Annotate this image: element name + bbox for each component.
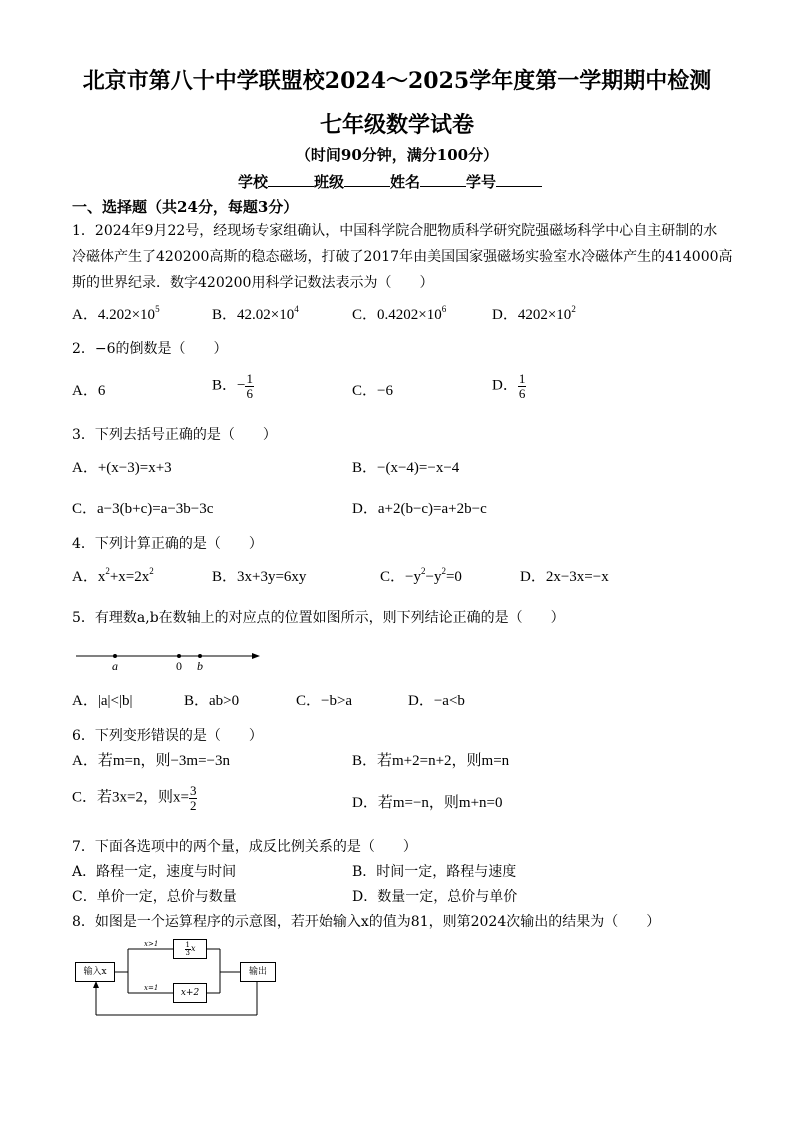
cond-bottom-label: x=1 bbox=[144, 984, 159, 992]
field-school: 学校 bbox=[238, 173, 269, 191]
q2-option-d[interactable]: D． $\frac{1}{6}$ bbox=[492, 371, 526, 401]
divide-box: $\frac{1}{3}$ x bbox=[173, 939, 207, 959]
student-info-line bbox=[238, 174, 542, 190]
q4-option-b[interactable]: B．3x+3y=6xy bbox=[212, 569, 307, 585]
q7-option-c[interactable]: C．单价一定，总价与数量 bbox=[72, 889, 237, 905]
q3-stem: 3．下列去括号正确的是（ ） bbox=[72, 427, 277, 443]
class-blank[interactable] bbox=[344, 174, 390, 187]
q7-option-b[interactable]: B．时间一定，路程与速度 bbox=[352, 864, 517, 880]
school-blank[interactable] bbox=[268, 174, 314, 187]
field-id: 学号 bbox=[466, 173, 497, 191]
time-info: （时间90分钟，满分100分） bbox=[295, 146, 499, 164]
q2-stem: 2．−6的倒数是（ ） bbox=[72, 341, 228, 357]
label-a: a bbox=[112, 659, 118, 673]
q5-option-a[interactable]: A．|a|<|b| bbox=[72, 693, 133, 709]
q1-line3: 斯的世界纪录．数字420200用科学记数法表示为（ ） bbox=[72, 275, 434, 291]
q8-stem: 8．如图是一个运算程序的示意图，若开始输入x的值为81，则第2024次输出的结果为（ ） bbox=[72, 914, 661, 930]
q1-option-c[interactable]: C．$0.4202\times 10^6$ bbox=[352, 304, 447, 323]
q1-line2: 冷磁体产生了420200高斯的稳态磁场，打破了2017年由美国国家强磁场实验室水冷磁体产生的414000高 bbox=[72, 249, 733, 265]
q7-stem: 7．下面各选项中的两个量，成反比例关系的是（ ） bbox=[72, 839, 417, 855]
q6-option-c[interactable]: C．若3x=2，则x= $\frac{3}{2}$ bbox=[72, 783, 197, 813]
q6-stem: 6．下列变形错误的是（ ） bbox=[72, 728, 263, 744]
q7-option-a[interactable]: A．路程一定，速度与时间 bbox=[72, 864, 237, 880]
field-class: 班级 bbox=[314, 173, 345, 191]
q4-stem: 4．下列计算正确的是（ ） bbox=[72, 536, 263, 552]
q1-line1: 1．2024年9月22号，经现场专家组确认，中国科学院合肥物质科学研究院强磁场科学中心自主研制的水 bbox=[72, 223, 718, 239]
q1-option-b[interactable]: B．$42.02\times 10^4$ bbox=[212, 304, 299, 323]
paper-subtitle: 七年级数学试卷 bbox=[319, 112, 474, 138]
q4-option-a[interactable]: A．$x^2+x=2x^2$ bbox=[72, 566, 154, 585]
point-b bbox=[198, 654, 202, 658]
q3-option-d[interactable]: D．a+2(b−c)=a+2b−c bbox=[352, 501, 487, 517]
q2-option-b[interactable]: B．− $\frac{1}{6}$ bbox=[212, 371, 253, 401]
name-blank[interactable] bbox=[420, 174, 466, 187]
q4-option-d[interactable]: D．2x−3x=−x bbox=[520, 569, 609, 585]
q6-option-d[interactable]: D．若m=−n，则m+n=0 bbox=[352, 795, 503, 811]
q6-option-a[interactable]: A．若m=n，则−3m=−3n bbox=[72, 753, 231, 769]
q5-option-b[interactable]: B．ab>0 bbox=[184, 693, 240, 709]
q3-option-c[interactable]: C．a−3(b+c)=a−3b−3c bbox=[72, 501, 214, 517]
q5-stem: 5．有理数a,b在数轴上的对应点的位置如图所示，则下列结论正确的是（ ） bbox=[72, 610, 565, 626]
label-b: b bbox=[197, 659, 203, 673]
cond-top-label: x>1 bbox=[144, 940, 159, 948]
point-origin bbox=[177, 654, 181, 658]
q1-option-d[interactable]: D．$4202\times 10^2$ bbox=[492, 304, 576, 323]
section-title: 一、选择题（共24分，每题3分） bbox=[72, 198, 299, 216]
point-a bbox=[113, 654, 117, 658]
q2-option-a[interactable]: A．6 bbox=[72, 383, 106, 399]
paper-title: 北京市第八十中学联盟校2024～2025学年度第一学期期中检测 bbox=[82, 68, 712, 94]
output-box: 输出 bbox=[240, 962, 276, 982]
input-box: 输入x bbox=[75, 962, 115, 982]
q5-option-d[interactable]: D．−a<b bbox=[408, 693, 465, 709]
label-zero: 0 bbox=[176, 659, 182, 673]
q2-option-c[interactable]: C．−6 bbox=[352, 383, 393, 399]
q1-option-a[interactable]: A．$4.202\times 10^5$ bbox=[72, 304, 160, 323]
axis-arrow-icon bbox=[252, 653, 260, 659]
loop-arrow-icon bbox=[93, 981, 99, 988]
q4-option-c[interactable]: C．$-y^2-y^2=0$ bbox=[380, 566, 462, 585]
q5-option-c[interactable]: C．−b>a bbox=[296, 693, 353, 709]
id-blank[interactable] bbox=[496, 174, 542, 187]
q3-option-b[interactable]: B．−(x−4)=−x−4 bbox=[352, 460, 460, 476]
number-line-figure bbox=[74, 644, 266, 674]
q7-option-d[interactable]: D．数量一定，总价与单价 bbox=[352, 889, 518, 905]
flowchart bbox=[70, 938, 285, 1024]
q3-option-a[interactable]: A．+(x−3)=x+3 bbox=[72, 460, 172, 476]
field-name: 姓名 bbox=[390, 173, 421, 191]
q6-option-b[interactable]: B．若m+2=n+2，则m=n bbox=[352, 753, 510, 769]
add-box: x+2 bbox=[173, 983, 207, 1003]
